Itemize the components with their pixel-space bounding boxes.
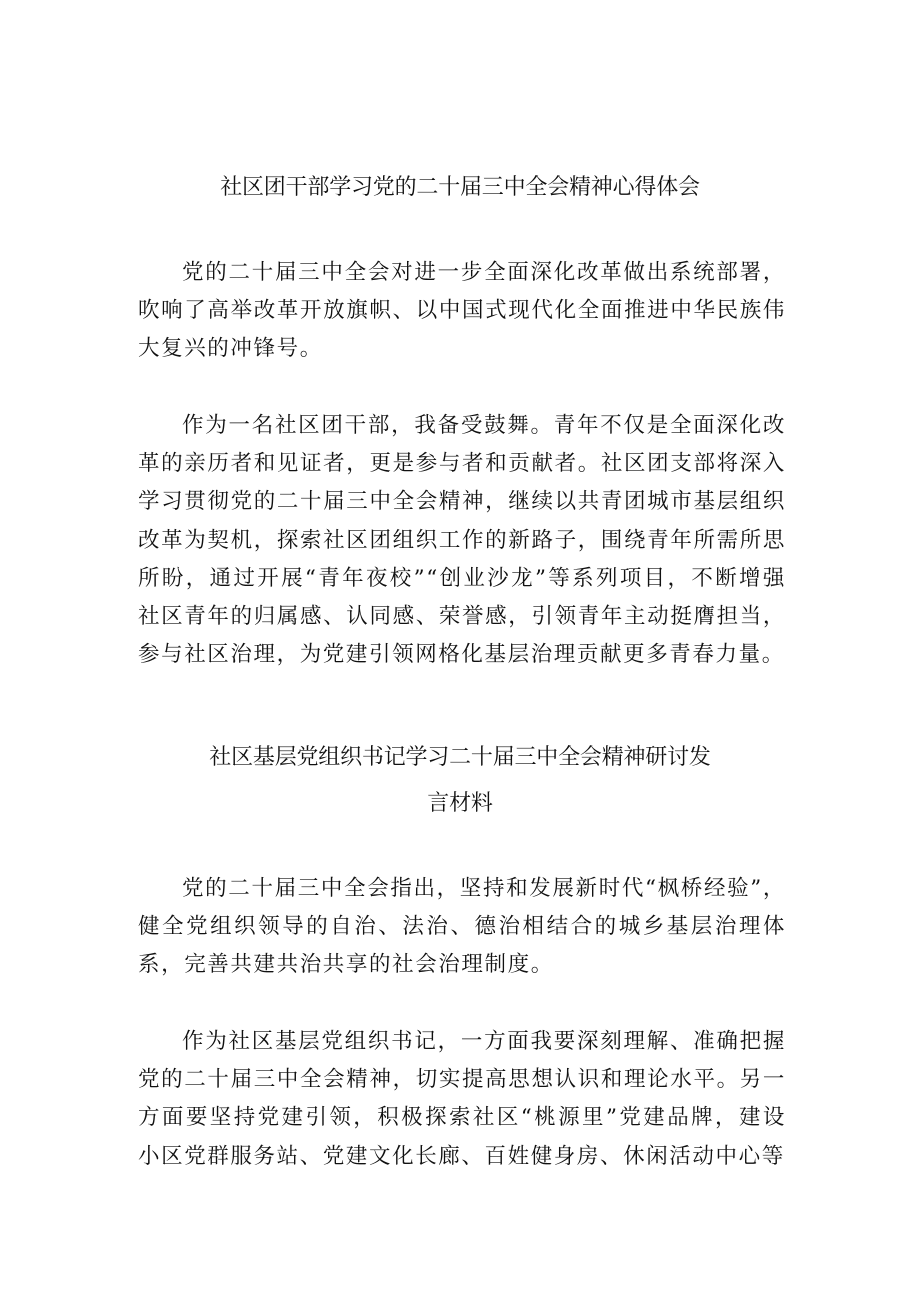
section-2-title-line-2: 言材料 bbox=[427, 791, 493, 816]
section-2-paragraph-2: 作为社区基层党组织书记，一方面我要深刻理解、准确把握党的二十届三中全会精神，切实提高思想认识和理论水平。另一方面要坚持党建引领，积极探索社区“桃源里”党建品牌，建设小区党群服务站、党建文化长廊、百姓健身房、休闲活动中心等 bbox=[138, 1029, 786, 1169]
section-1-paragraph-2: 作为一名社区团干部，我备受鼓舞。青年不仅是全面深化改革的亲历者和见证者，更是参与者和贡献者。社区团支部将深入学习贯彻党的二十届三中全会精神，继续以共青团城市基层组织改革为契机，探索社区团组织工作的新路子，围绕青年所需所思所盼，通过开展“青年夜校”“创业沙龙”等系列项目，不断增强社区青年的归属感、认同感、荣誉感，引领青年主动挺膺担当，参与社区治理，为党建引领网格化基层治理贡献更多青春力量。 bbox=[138, 413, 786, 668]
section-1-title: 社区团干部学习党的二十届三中全会精神心得体会 bbox=[220, 175, 700, 200]
section-2-paragraph-1: 党的二十届三中全会指出，坚持和发展新时代“枫桥经验”，健全党组织领导的自治、法治、德治相结合的城乡基层治理体系，完善共建共治共享的社会治理制度。 bbox=[138, 876, 786, 978]
section-1-paragraph-1: 党的二十届三中全会对进一步全面深化改革做出系统部署，吹响了高举改革开放旗帜、以中国式现代化全面推进中华民族伟大复兴的冲锋号。 bbox=[138, 260, 786, 362]
section-2-title-line-1: 社区基层党组织书记学习二十届三中全会精神研讨发 bbox=[209, 745, 711, 770]
